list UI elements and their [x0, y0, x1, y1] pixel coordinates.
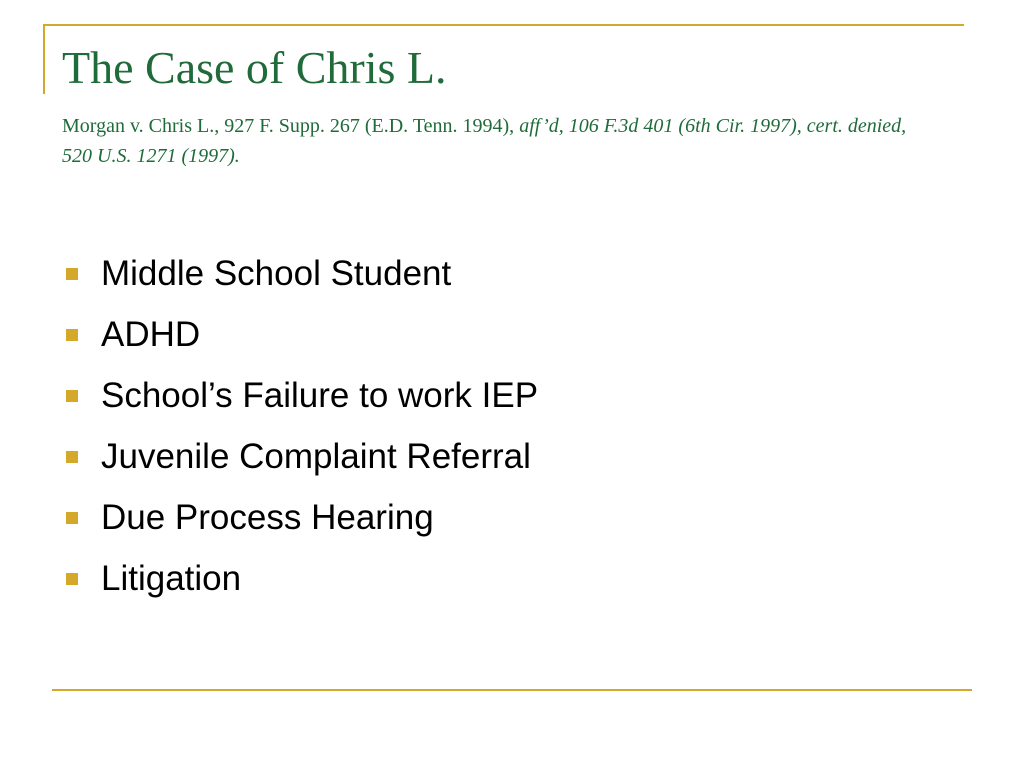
bullet-text: Litigation [101, 558, 242, 598]
bullet-text: School’s Failure to work IEP [101, 375, 539, 415]
square-bullet-icon [66, 573, 78, 585]
bullet-text: Middle School Student [101, 253, 452, 293]
square-bullet-icon [66, 268, 78, 280]
bullet-text: Juvenile Complaint Referral [101, 436, 531, 476]
bullet-item [62, 243, 538, 304]
case-citation [62, 111, 922, 171]
bottom-rule [52, 689, 972, 691]
bullet-item [62, 365, 538, 426]
bullet-list [62, 243, 538, 609]
left-rule [43, 24, 45, 94]
bullet-item [62, 548, 538, 609]
citation-italic-text: aff’d, 106 F.3d 401 (6th Cir. 1997), cert. denied, 520 U.S. 1271 (1997). [62, 115, 907, 167]
square-bullet-icon [66, 512, 78, 524]
square-bullet-icon [66, 451, 78, 463]
slide-title: The Case of Chris L. [62, 42, 447, 93]
bullet-item [62, 304, 538, 365]
bullet-item [62, 426, 538, 487]
square-bullet-icon [66, 390, 78, 402]
bullet-text: ADHD [101, 314, 201, 354]
top-rule [43, 24, 964, 26]
citation-text: Morgan v. Chris L., 927 F. Supp. 267 (E.D. Tenn. 1994), [62, 115, 520, 137]
square-bullet-icon [66, 329, 78, 341]
bullet-item [62, 487, 538, 548]
bullet-text: Due Process Hearing [101, 497, 434, 537]
